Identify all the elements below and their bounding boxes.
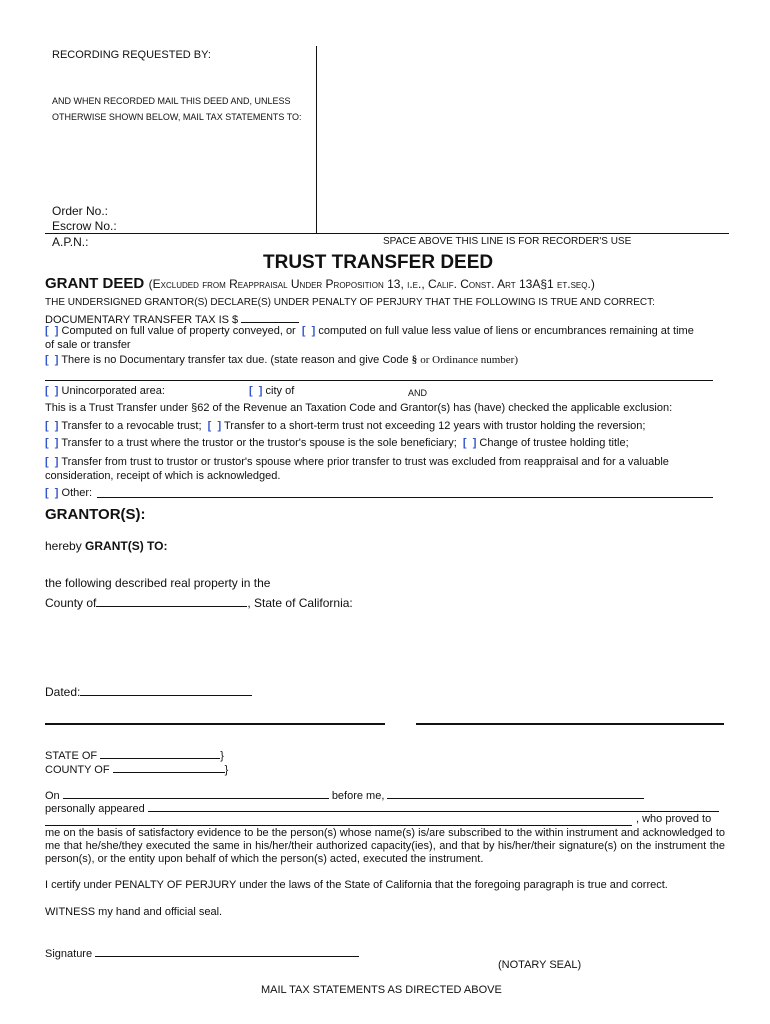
city-line [249,385,294,397]
computed-less-label: computed on full value less value of liens or encumbrances remaining at time [318,325,694,337]
unincorporated-label: Unincorporated area: [61,385,165,397]
computed-options-line [45,325,694,337]
checkbox-from-trust[interactable]: [ ] [45,456,59,468]
dated-field[interactable] [80,684,252,696]
other-line [45,487,92,499]
signature-field[interactable] [95,945,359,957]
property-line1: the following described real property in the [45,576,271,590]
on-label: On [45,790,60,802]
computed-full-label: Computed on full value of property conveyed, or [61,325,296,337]
county-line [45,595,353,610]
who-proved-label: , who proved to [636,813,712,825]
other-label: Other: [61,487,93,499]
recorder-use-label: SPACE ABOVE THIS LINE IS FOR RECORDER'S USE [383,236,632,247]
notary-seal-label: (NOTARY SEAL) [498,959,582,971]
no-tax-line [45,354,518,366]
section-symbol: § [411,354,418,366]
checkbox-other[interactable]: [ ] [45,487,59,499]
city-of-label: city of [265,385,295,397]
before-me-label: before me, [331,790,385,802]
on-date-field[interactable] [63,787,329,799]
of-sale-label: of sale or transfer [45,339,131,351]
revocable-label: Transfer to a revocable trust; [61,420,202,432]
county-field[interactable] [96,595,247,607]
checkbox-city[interactable]: [ ] [249,385,263,397]
dated-label: Dated: [45,685,81,699]
change-trustee-label: Change of trustee holding title; [479,437,629,449]
and-label: AND [408,388,428,398]
hereby-label: hereby [45,539,82,553]
checkbox-change-trustee[interactable]: [ ] [462,437,477,449]
grantors-heading: GRANTOR(S): [45,506,146,523]
state-california-label: , State of California: [247,596,353,610]
recorder-horizontal-divider [45,233,729,234]
evidence-paragraph: me on the basis of satisfactory evidence to be the person(s) whose name(s) is/are subscribed to the within instrument and acknowledged to me that he/she/they executed the same in his/her/their authorized capacity(ies), and that by his/her/their signature(s) on the instrument the person(s), or the entity upon behalf of which the person(s) acted, executed the instrument. [45,827,725,865]
county-brace: } [224,764,229,776]
doc-tax-label: DOCUMENTARY TRANSFER TAX IS $ [45,314,239,326]
excluded-note: (Excluded from Reappraisal Under Proposition 13, i.e., Calif. Const. Art 13A§1 et.seq.) [148,277,595,291]
exclusion-line-1 [45,420,645,432]
recording-requested-label: RECORDING REQUESTED BY: [52,49,211,61]
checkbox-trustor-beneficiary[interactable]: [ ] [45,437,59,449]
order-no-label: Order No.: [52,204,109,218]
grant-deed-label: GRANT DEED [45,275,145,292]
signature-line [45,945,359,960]
from-trust-label: Transfer from trust to trustor or trustor's spouse where prior transfer to trust was excluded from reappraisal and for a valuable [61,456,669,468]
county-of-line [45,761,228,776]
footer-mail-tax: MAIL TAX STATEMENTS AS DIRECTED ABOVE [261,984,502,996]
grants-to-line [45,539,167,553]
checkbox-computed-less[interactable]: [ ] [301,325,316,337]
trustor-beneficiary-label: Transfer to a trust where the trustor or the trustor's spouse is the sole beneficiary; [61,437,457,449]
grantor-signature-line-1[interactable] [45,723,385,725]
state-of-line [45,747,224,762]
grantor-signature-line-2[interactable] [416,723,724,725]
trust-transfer-intro: This is a Trust Transfer under §62 of the Revenue an Taxation Code and Grantor(s) has (have) checked the applicable exclusion: [45,402,673,414]
state-of-label: STATE OF [45,750,98,762]
checkbox-short-term[interactable]: [ ] [207,420,222,432]
signature-label: Signature [45,948,93,960]
exclusion-line-3 [45,456,669,468]
notary-name-field[interactable] [387,787,644,799]
checkbox-no-tax[interactable]: [ ] [45,354,59,366]
other-field-line[interactable] [97,497,713,498]
short-term-label: Transfer to a short-term trust not exceeding 12 years with trustor holding the reversion; [224,420,646,432]
state-brace: } [220,750,224,762]
county-of-field[interactable] [113,761,225,773]
witness-statement: WITNESS my hand and official seal. [45,906,223,918]
declare-statement: THE UNDERSIGNED GRANTOR(S) DECLARE(S) UNDER PENALTY OF PERJURY THAT THE FOLLOWING IS TRUE AND CORRECT: [45,297,655,308]
unincorporated-line [45,385,165,397]
grants-to-label: GRANT(S) TO: [85,539,168,553]
doc-tax-line [45,311,299,326]
checkbox-revocable[interactable]: [ ] [45,420,59,432]
dated-line [45,684,252,699]
mail-instructions-line1: AND WHEN RECORDED MAIL THIS DEED AND, UNLESS [52,96,291,106]
state-of-field[interactable] [100,747,220,759]
certify-statement: I certify under PENALTY OF PERJURY under the laws of the State of California that the foregoing paragraph is true and correct. [45,879,668,891]
checkbox-computed-full[interactable]: [ ] [45,325,59,337]
no-tax-label: There is no Documentary transfer tax due. (state reason and give Code [61,354,409,366]
escrow-no-label: Escrow No.: [52,219,117,233]
personally-appeared-line [45,800,719,815]
document-title: TRUST TRANSFER DEED [263,252,494,273]
consideration-label: consideration, receipt of which is acknowledged. [45,470,281,482]
mail-instructions-line2: OTHERWISE SHOWN BELOW, MAIL TAX STATEMENTS TO: [52,112,302,122]
no-tax-ordinance: or Ordinance number) [420,354,518,366]
appeared-continuation-line[interactable] [45,825,632,826]
doc-tax-amount-field[interactable] [241,311,299,323]
county-of-label: County of [45,596,97,610]
checkbox-unincorporated[interactable]: [ ] [45,385,59,397]
exclusion-line-2 [45,437,629,449]
county-of-notary-label: COUNTY OF [45,764,110,776]
reason-line[interactable] [45,380,713,381]
recorder-vertical-divider [316,46,317,234]
apn-label: A.P.N.: [52,235,89,249]
personally-appeared-label: personally appeared [45,803,145,815]
personally-appeared-field[interactable] [148,800,719,812]
